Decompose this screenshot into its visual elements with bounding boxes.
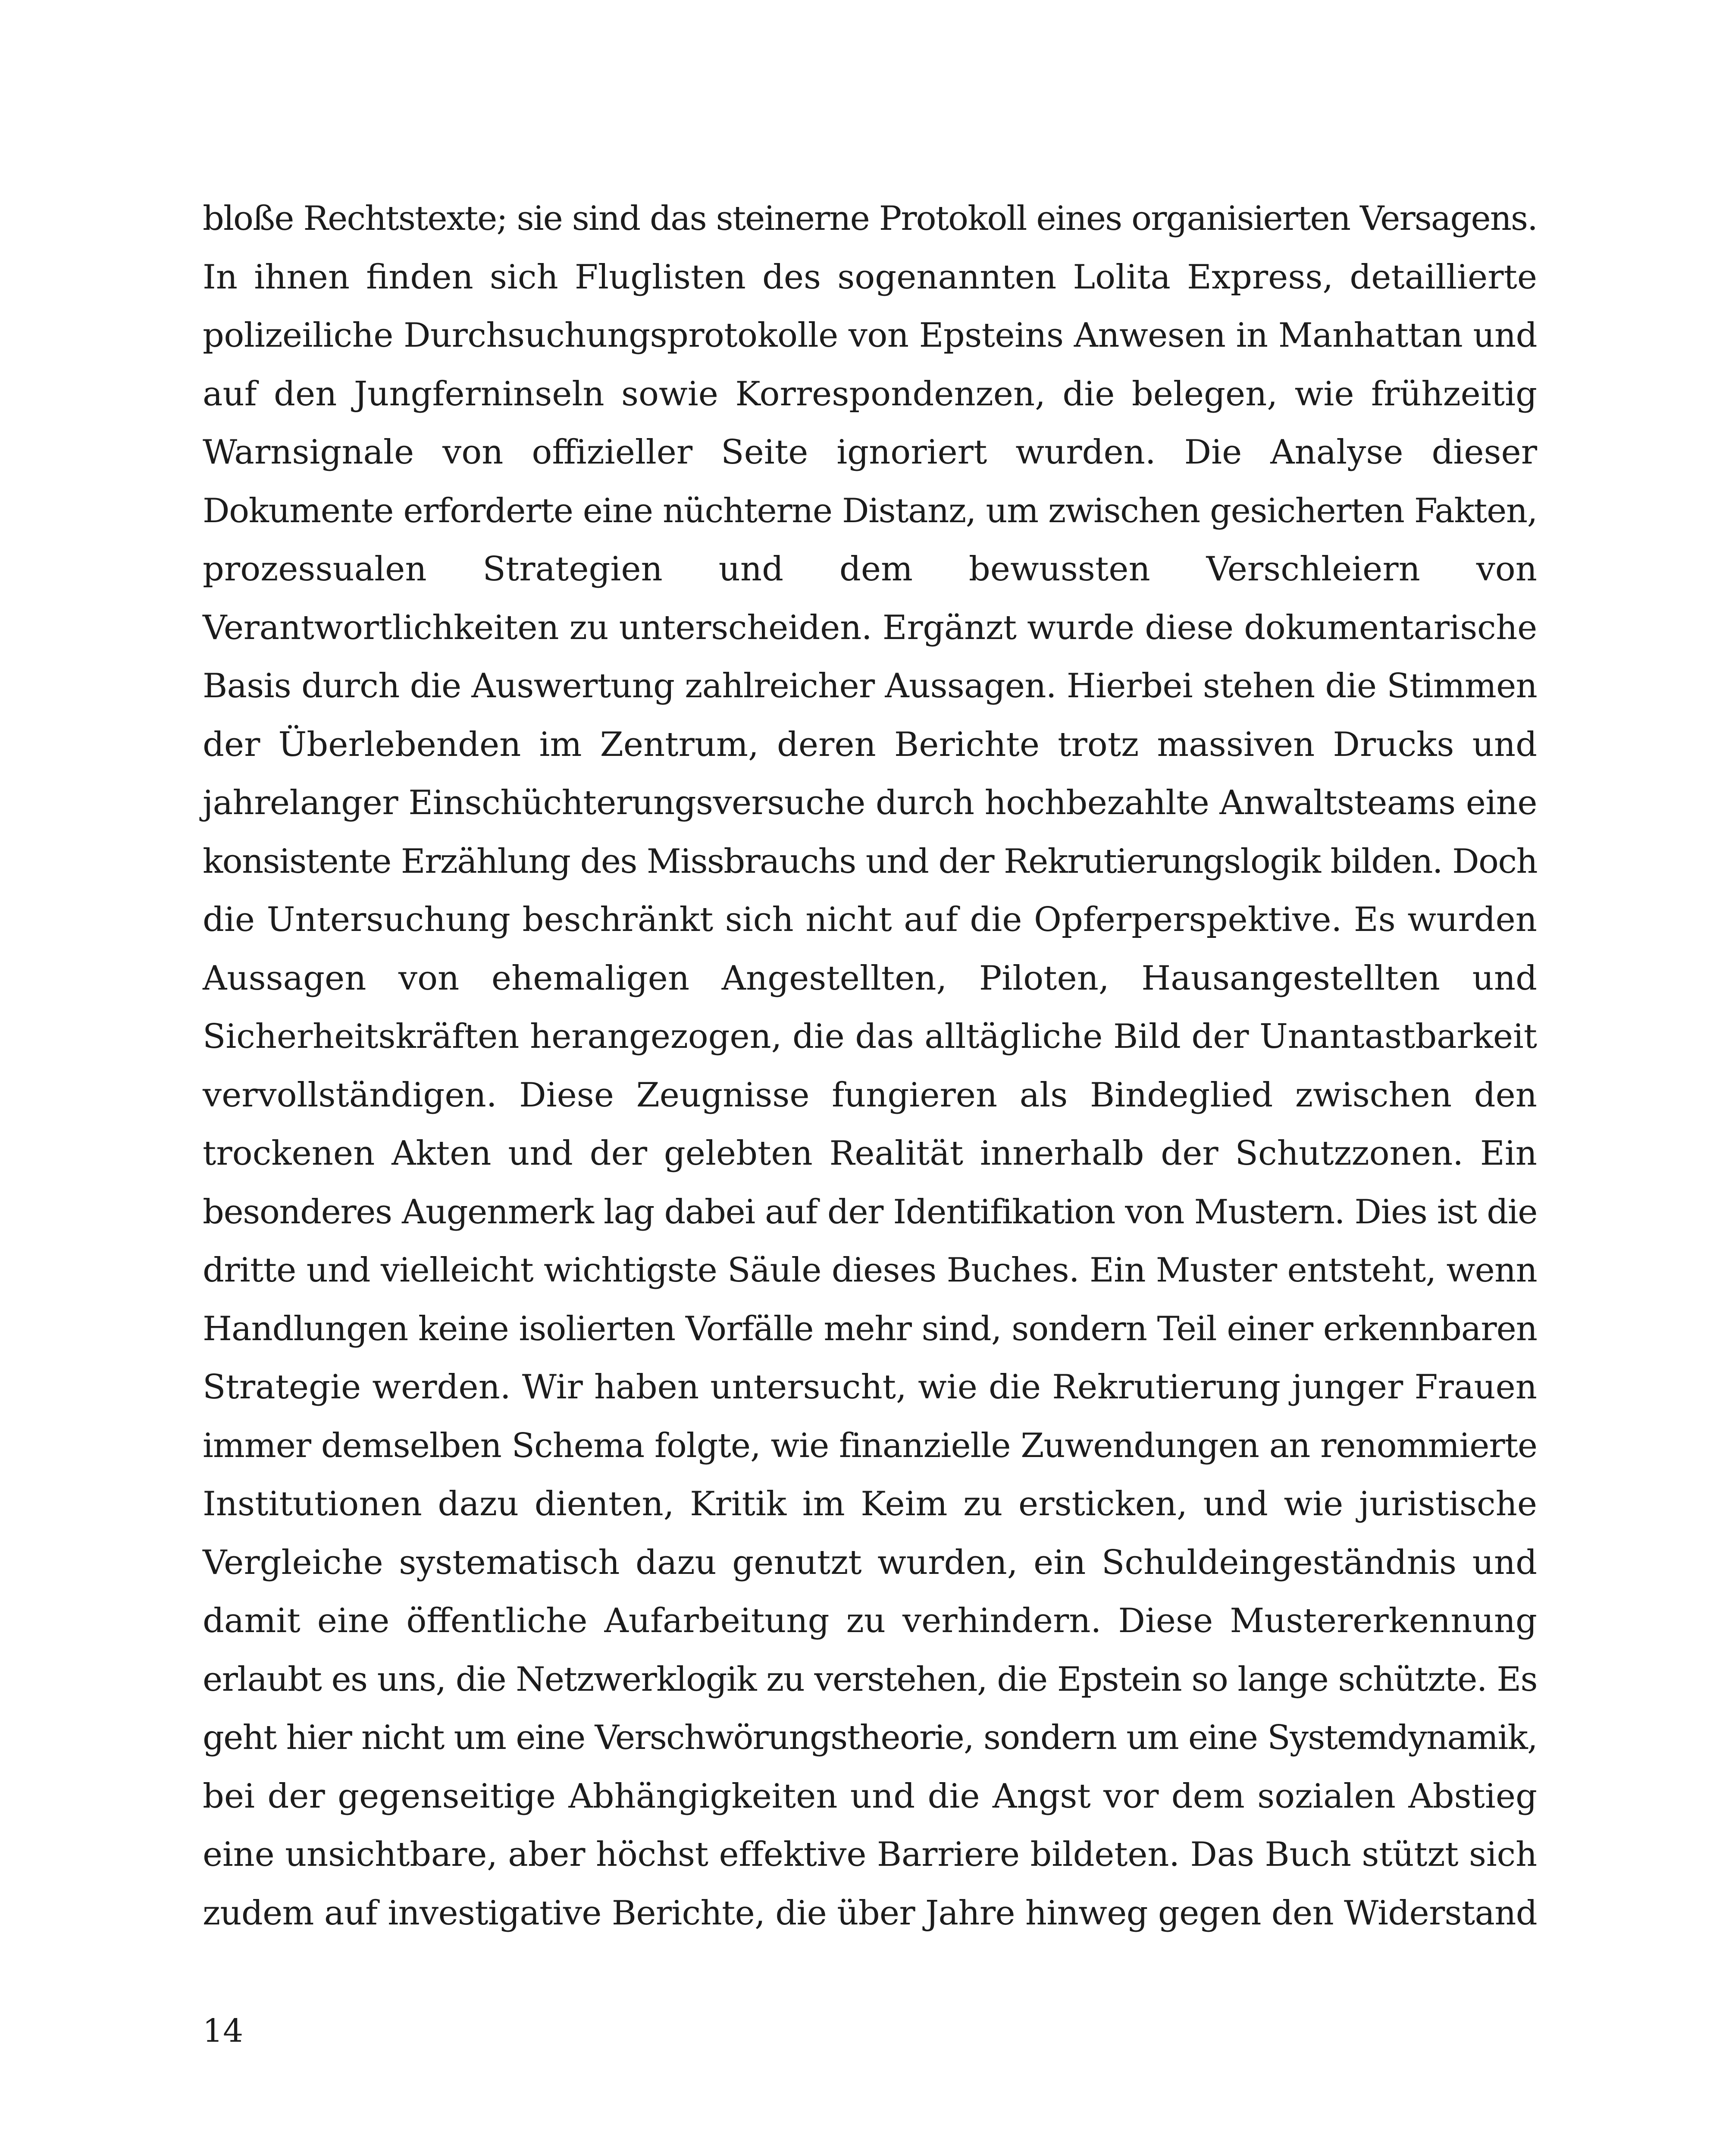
body-paragraph <box>203 190 1537 1943</box>
text-line-4: auf den Jungferninseln sowie Korrespondenzen, die belegen, wie frühzeitig <box>203 374 1537 414</box>
text-line-23: Institutionen dazu dienten, Kritik im Keim zu ersticken, und wie juristische <box>203 1485 1537 1523</box>
text-line-27: geht hier nicht um eine Verschwörungstheorie, sondern um eine Systemdynamik, <box>203 1718 1537 1757</box>
text-line-14: Aussagen von ehemaligen Angestellten, Piloten, Hausangestellten und <box>203 959 1537 998</box>
text-line-6: Dokumente erforderte eine nüchterne Distanz, um zwischen gesicherten Fakten, <box>203 491 1537 530</box>
text-line-10: der Überlebenden im Zentrum, deren Berichte trotz massiven Drucks und <box>203 725 1537 764</box>
text-line-9: Basis durch die Auswertung zahlreicher Aussagen. Hierbei stehen die Stimmen <box>203 667 1537 705</box>
text-line-28: bei der gegenseitige Abhängigkeiten und die Angst vor dem sozialen Abstieg <box>203 1777 1537 1816</box>
text-line-26: erlaubt es uns, die Netzwerklogik zu verstehen, die Epstein so lange schützte. Es <box>203 1660 1537 1699</box>
text-line-1: bloße Rechtstexte; sie sind das steinerne Protokoll eines organisierten Versagens. <box>203 199 1537 238</box>
text-line-13: die Untersuchung beschränkt sich nicht auf die Opferperspektive. Es wurden <box>203 900 1537 939</box>
text-line-19: dritte und vielleicht wichtigste Säule dieses Buches. Ein Muster entsteht, wenn <box>203 1251 1537 1290</box>
text-line-30: zudem auf investigative Berichte, die über Jahre hinweg gegen den Widerstand <box>203 1893 1537 1933</box>
text-line-11: jahrelanger Einschüchterungsversuche durch hochbezahlte Anwaltsteams eine <box>203 783 1537 822</box>
text-line-20: Handlungen keine isolierten Vorfälle mehr sind, sondern Teil einer erkennbaren <box>203 1309 1537 1348</box>
text-line-18: besonderes Augenmerk lag dabei auf der Identifikation von Mustern. Dies ist die <box>203 1192 1537 1232</box>
page-number: 14 <box>203 2012 244 2049</box>
text-line-17: trockenen Akten und der gelebten Realität innerhalb der Schutzzonen. Ein <box>203 1134 1537 1173</box>
text-line-3: polizeiliche Durchsuchungsprotokolle von Epsteins Anwesen in Manhattan und <box>203 316 1537 355</box>
text-line-29: eine unsichtbare, aber höchst effektive Barriere bildeten. Das Buch stützt sich <box>203 1835 1537 1874</box>
text-line-12: konsistente Erzählung des Missbrauchs und der Rekrutierungslogik bilden. Doch <box>203 842 1537 881</box>
text-line-2: In ihnen finden sich Fluglisten des sogenannten Lolita Express, detaillierte <box>203 257 1537 297</box>
text-line-16: vervollständigen. Diese Zeugnisse fungieren als Bindeglied zwischen den <box>203 1075 1537 1115</box>
text-line-22: immer demselben Schema folgte, wie finanzielle Zuwendungen an renommierte <box>203 1426 1537 1465</box>
text-line-8: Verantwortlichkeiten zu unterscheiden. Ergänzt wurde diese dokumentarische <box>203 608 1537 647</box>
text-line-7: prozessualen Strategien und dem bewussten Verschleiern von <box>203 550 1537 589</box>
text-line-21: Strategie werden. Wir haben untersucht, wie die Rekrutierung junger Frauen <box>203 1368 1537 1407</box>
text-line-5: Warnsignale von offizieller Seite ignoriert wurden. Die Analyse dieser <box>203 433 1537 472</box>
text-line-25: damit eine öffentliche Aufarbeitung zu verhindern. Diese Mustererkennung <box>203 1601 1537 1640</box>
text-line-24: Vergleiche systematisch dazu genutzt wurden, ein Schuldeingeständnis und <box>203 1543 1537 1582</box>
text-line-15: Sicherheitskräften herangezogen, die das alltägliche Bild der Unantastbarkeit <box>203 1017 1537 1056</box>
